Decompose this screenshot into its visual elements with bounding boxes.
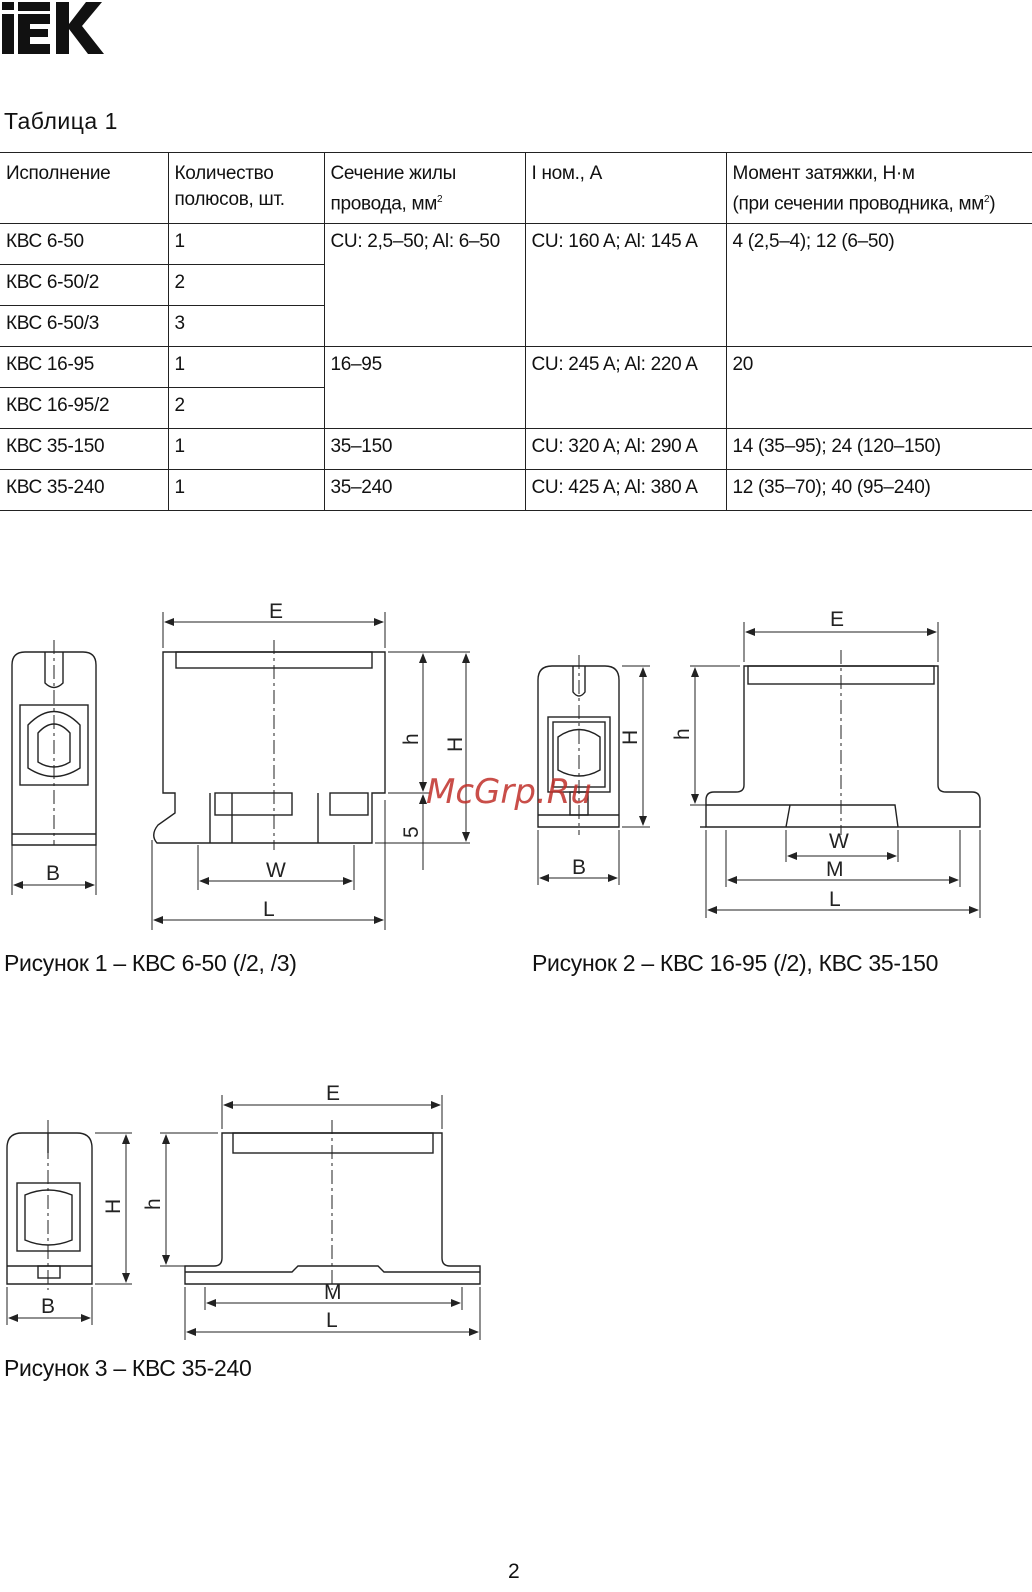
fig2-label-E: E — [830, 608, 845, 631]
cell-section: 16–95 — [324, 347, 525, 429]
cell-model: КВС 6-50/2 — [0, 265, 168, 306]
cell-poles: 1 — [168, 347, 324, 388]
cell-model: КВС 16-95/2 — [0, 388, 168, 429]
figure-2-caption: Рисунок 2 – КВС 16-95 (/2), КВС 35-150 — [532, 950, 939, 976]
cell-section: 35–150 — [324, 429, 525, 470]
cell-current: CU: 320 A; Al: 290 A — [525, 429, 726, 470]
cell-poles: 2 — [168, 265, 324, 306]
cell-model: КВС 6-50/3 — [0, 306, 168, 347]
cell-current: CU: 160 A; Al: 145 A — [525, 224, 726, 347]
fig1-label-h: h — [400, 733, 423, 745]
header-text: ) — [989, 193, 996, 215]
fig3-label-h: h — [142, 1198, 165, 1210]
fig1-label-B: B — [46, 862, 61, 885]
fig1-label-H: H — [444, 736, 467, 752]
fig3-front-view — [160, 1095, 480, 1340]
header-text: провода, мм — [330, 193, 437, 215]
fig3-label-M: M — [324, 1281, 342, 1304]
cell-torque: 4 (2,5–4); 12 (6–50) — [726, 224, 1032, 347]
header-text: I ном., А — [531, 163, 602, 184]
watermark: McGrp.Ru — [426, 772, 592, 812]
figure-1-drawing — [12, 600, 470, 930]
cell-torque: 20 — [726, 347, 1032, 429]
header-text: Сечение жилы — [330, 163, 457, 184]
fig3-label-L: L — [326, 1309, 338, 1332]
fig2-label-B: B — [572, 856, 587, 879]
fig2-label-L: L — [829, 888, 841, 911]
cell-section: 35–240 — [324, 470, 525, 511]
fig2-side-view — [538, 655, 650, 885]
cell-torque: 14 (35–95); 24 (120–150) — [726, 429, 1032, 470]
header-text: Момент затяжки, Н·м — [732, 163, 915, 184]
figure-3-caption: Рисунок 3 – КВС 35-240 — [4, 1355, 252, 1381]
cell-poles: 2 — [168, 388, 324, 429]
fig1-side-view — [12, 640, 96, 895]
fig1-front-view — [152, 612, 470, 930]
fig1-label-5: 5 — [400, 826, 423, 838]
header-sup: 2 — [437, 194, 443, 205]
fig3-label-H: H — [102, 1198, 125, 1214]
fig3-side-view — [7, 1120, 132, 1325]
fig1-label-L: L — [263, 898, 275, 921]
page-number: 2 — [508, 1560, 520, 1583]
fig2-label-W: W — [829, 830, 849, 853]
cell-model: КВС 16-95 — [0, 347, 168, 388]
cell-poles: 1 — [168, 224, 324, 265]
figure-3-drawing — [7, 1082, 480, 1340]
header-sup: 2 — [984, 194, 990, 205]
cell-section: CU: 2,5–50; Al: 6–50 — [324, 224, 525, 347]
header-text: (при сечении проводника, мм — [732, 193, 984, 215]
fig2-label-M: M — [826, 858, 844, 881]
table-caption: Таблица 1 — [4, 108, 118, 134]
cell-current: CU: 245 A; Al: 220 A — [525, 347, 726, 429]
fig3-label-B: B — [41, 1295, 56, 1318]
figure-1-caption: Рисунок 1 – КВС 6-50 (/2, /3) — [4, 950, 297, 976]
fig2-label-h: h — [671, 728, 694, 740]
header-text: полюсов, шт. — [174, 189, 285, 210]
cell-poles: 3 — [168, 306, 324, 347]
cell-current: CU: 425 A; Al: 380 A — [525, 470, 726, 511]
cell-model: КВС 35-240 — [0, 470, 168, 511]
cell-poles: 1 — [168, 429, 324, 470]
cell-model: КВС 35-150 — [0, 429, 168, 470]
fig1-label-W: W — [266, 859, 286, 882]
fig2-label-H: H — [619, 729, 642, 745]
cell-poles: 1 — [168, 470, 324, 511]
cell-model: КВС 6-50 — [0, 224, 168, 265]
fig3-label-E: E — [326, 1082, 341, 1105]
figure-2-drawing — [538, 608, 980, 918]
header-text: Количество — [174, 163, 274, 184]
cell-torque: 12 (35–70); 40 (95–240) — [726, 470, 1032, 511]
header-text: Исполнение — [6, 163, 111, 184]
fig1-label-E: E — [269, 600, 284, 623]
